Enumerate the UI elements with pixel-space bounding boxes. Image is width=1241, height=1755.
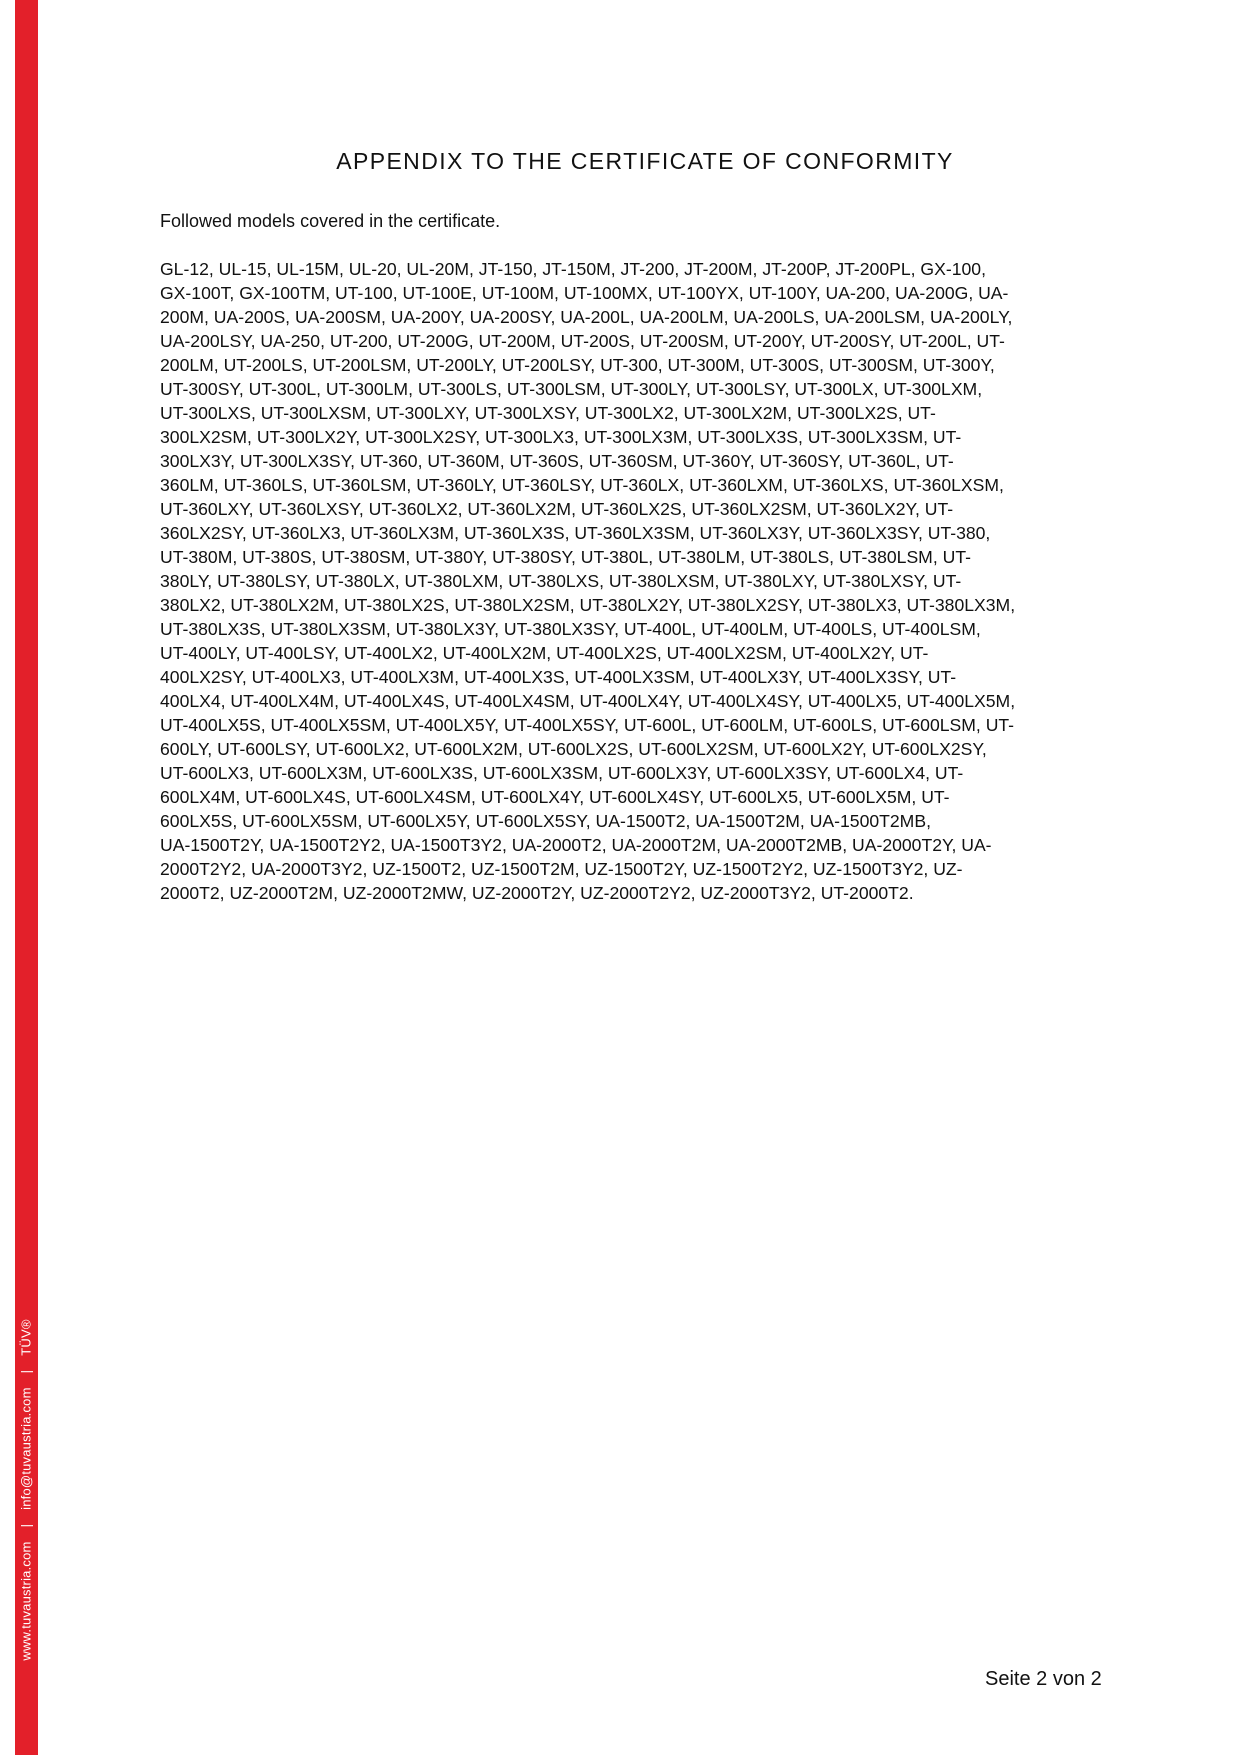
model-list-line: 400LX2SY, UT-400LX3, UT-400LX3M, UT-400LX3S, UT-400LX3SM, UT-400LX3Y, UT-400LX3SY, UT- xyxy=(160,667,957,687)
model-list-line: 200LM, UT-200LS, UT-200LSM, UT-200LY, UT-200LSY, UT-300, UT-300M, UT-300S, UT-300SM, UT-300Y, xyxy=(160,355,995,375)
model-list-line: UT-400LY, UT-400LSY, UT-400LX2, UT-400LX2M, UT-400LX2S, UT-400LX2SM, UT-400LX2Y, UT- xyxy=(160,643,929,663)
sidebar-website: www.tuvaustria.com xyxy=(18,1541,34,1661)
sidebar-brand: TÜV® xyxy=(18,1319,34,1356)
model-list-line: GX-100T, GX-100TM, UT-100, UT-100E, UT-100M, UT-100MX, UT-100YX, UT-100Y, UA-200, UA-200G, UA- xyxy=(160,283,1009,303)
model-list-line: 200M, UA-200S, UA-200SM, UA-200Y, UA-200SY, UA-200L, UA-200LM, UA-200LS, UA-200LSM, UA-200LY, xyxy=(160,307,1013,327)
model-list-line: UT-300LXS, UT-300LXSM, UT-300LXY, UT-300LXSY, UT-300LX2, UT-300LX2M, UT-300LX2S, UT- xyxy=(160,403,936,423)
model-list-line: UA-200LSY, UA-250, UT-200, UT-200G, UT-200M, UT-200S, UT-200SM, UT-200Y, UT-200SY, UT-200L, UT- xyxy=(160,331,1005,351)
model-list-line: UA-1500T2Y, UA-1500T2Y2, UA-1500T3Y2, UA-2000T2, UA-2000T2M, UA-2000T2MB, UA-2000T2Y, UA- xyxy=(160,835,992,855)
model-list-line: UT-380LX3S, UT-380LX3SM, UT-380LX3Y, UT-380LX3SY, UT-400L, UT-400LM, UT-400LS, UT-400LSM, xyxy=(160,619,981,639)
model-list-line: 380LY, UT-380LSY, UT-380LX, UT-380LXM, UT-380LXS, UT-380LXSM, UT-380LXY, UT-380LXSY, UT- xyxy=(160,571,962,591)
model-list-line: 300LX2SM, UT-300LX2Y, UT-300LX2SY, UT-300LX3, UT-300LX3M, UT-300LX3S, UT-300LX3SM, UT- xyxy=(160,427,962,447)
sidebar-email: info@tuvaustria.com xyxy=(18,1387,34,1510)
model-list-line: 360LX2SY, UT-360LX3, UT-360LX3M, UT-360LX3S, UT-360LX3SM, UT-360LX3Y, UT-360LX3SY, UT-380, xyxy=(160,523,991,543)
page-number: Seite 2 von 2 xyxy=(985,1668,1102,1690)
model-list-line: UT-400LX5S, UT-400LX5SM, UT-400LX5Y, UT-400LX5SY, UT-600L, UT-600LM, UT-600LS, UT-600LSM, UT- xyxy=(160,715,1015,735)
model-list-line: 600LX5S, UT-600LX5SM, UT-600LX5Y, UT-600LX5SY, UA-1500T2, UA-1500T2M, UA-1500T2MB, xyxy=(160,811,931,831)
model-list-line: 360LM, UT-360LS, UT-360LSM, UT-360LY, UT-360LSY, UT-360LX, UT-360LXM, UT-360LXS, UT-360LXSM, xyxy=(160,475,1004,495)
document-intro: Followed models covered in the certificate. xyxy=(160,211,501,231)
model-list-line: UT-360LXY, UT-360LXSY, UT-360LX2, UT-360LX2M, UT-360LX2S, UT-360LX2SM, UT-360LX2Y, UT- xyxy=(160,499,954,519)
model-list-line: UT-300SY, UT-300L, UT-300LM, UT-300LS, UT-300LSM, UT-300LY, UT-300LSY, UT-300LX, UT-300LXM, xyxy=(160,379,983,399)
model-list-line: GL-12, UL-15, UL-15M, UL-20, UL-20M, JT-150, JT-150M, JT-200, JT-200M, JT-200P, JT-200PL, GX-100, xyxy=(160,259,986,279)
model-list-line: 300LX3Y, UT-300LX3SY, UT-360, UT-360M, UT-360S, UT-360SM, UT-360Y, UT-360SY, UT-360L, UT- xyxy=(160,451,954,471)
model-list-line: UT-380M, UT-380S, UT-380SM, UT-380Y, UT-380SY, UT-380L, UT-380LM, UT-380LS, UT-380LSM, UT- xyxy=(160,547,971,567)
model-list-line: 380LX2, UT-380LX2M, UT-380LX2S, UT-380LX2SM, UT-380LX2Y, UT-380LX2SY, UT-380LX3, UT-380LX3M, xyxy=(160,595,1016,615)
brand-sidebar-text xyxy=(19,1319,34,1660)
model-list xyxy=(160,257,1190,905)
sidebar-separator: | xyxy=(18,1369,34,1374)
model-list-line: 600LX4M, UT-600LX4S, UT-600LX4SM, UT-600LX4Y, UT-600LX4SY, UT-600LX5, UT-600LX5M, UT- xyxy=(160,787,950,807)
model-list-line: 2000T2Y2, UA-2000T3Y2, UZ-1500T2, UZ-1500T2M, UZ-1500T2Y, UZ-1500T2Y2, UZ-1500T3Y2, UZ- xyxy=(160,859,963,879)
model-list-line: 400LX4, UT-400LX4M, UT-400LX4S, UT-400LX4SM, UT-400LX4Y, UT-400LX4SY, UT-400LX5, UT-400LX5M, xyxy=(160,691,1016,711)
sidebar-separator: | xyxy=(18,1523,34,1528)
model-list-line: UT-600LX3, UT-600LX3M, UT-600LX3S, UT-600LX3SM, UT-600LX3Y, UT-600LX3SY, UT-600LX4, UT- xyxy=(160,763,964,783)
document-title: APPENDIX TO THE CERTIFICATE OF CONFORMITY xyxy=(336,148,954,174)
model-list-line: 2000T2, UZ-2000T2M, UZ-2000T2MW, UZ-2000T2Y, UZ-2000T2Y2, UZ-2000T3Y2, UT-2000T2. xyxy=(160,883,914,903)
model-list-line: 600LY, UT-600LSY, UT-600LX2, UT-600LX2M, UT-600LX2S, UT-600LX2SM, UT-600LX2Y, UT-600LX2SY, xyxy=(160,739,987,759)
